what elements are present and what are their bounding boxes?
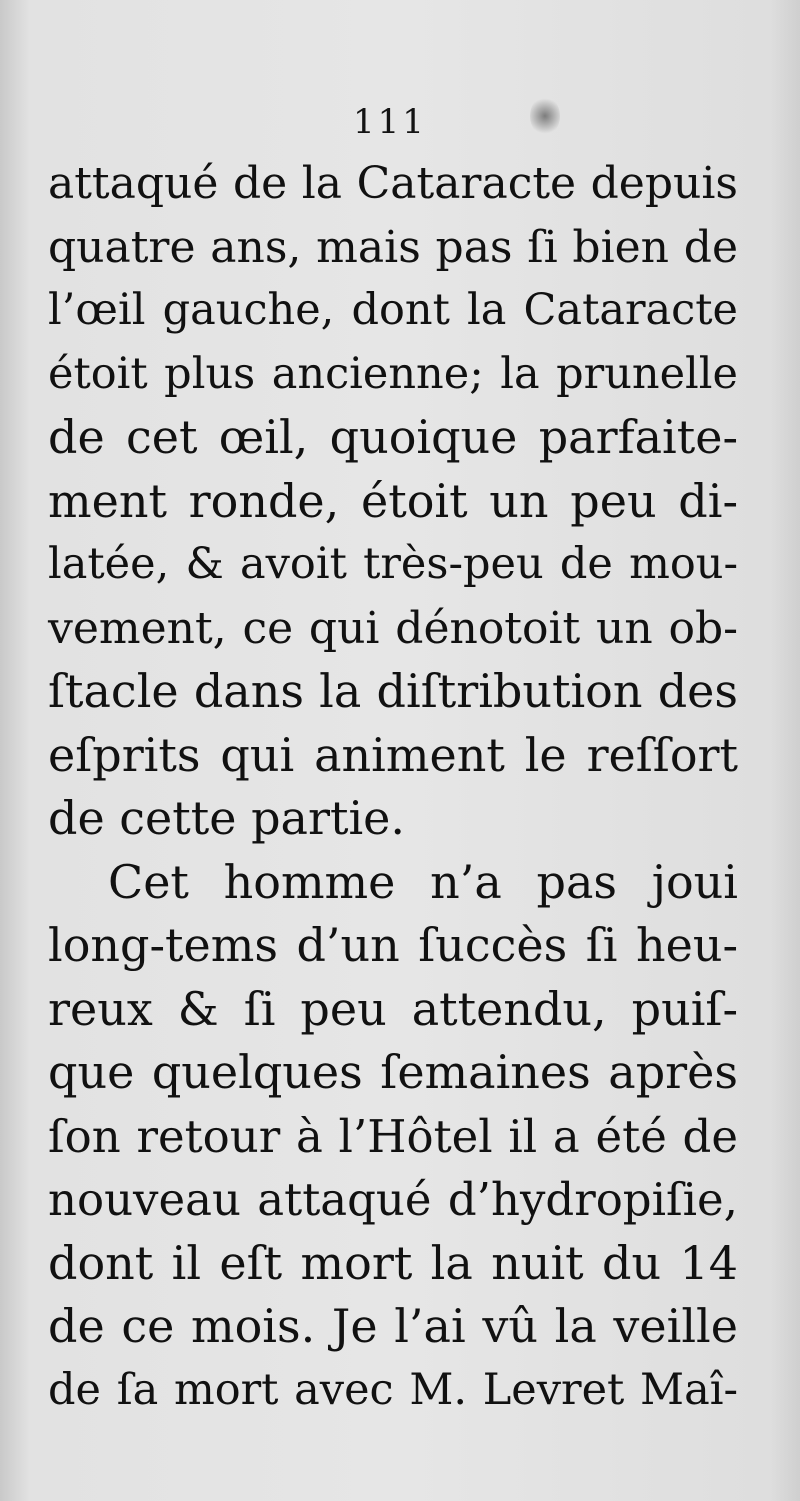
text-line: de cette partie. bbox=[48, 791, 405, 845]
text-line: ſon retour à l’Hôtel il a été de bbox=[48, 1109, 738, 1163]
text-line: attaqué de la Cataracte depuis bbox=[48, 158, 738, 209]
page-number: 111 bbox=[353, 102, 427, 142]
text-line: que quelques ſemaines après bbox=[48, 1045, 738, 1099]
text-line: ment ronde, étoit un peu di- bbox=[48, 473, 738, 528]
text-line: latée, & avoit très-peu de mou- bbox=[48, 539, 738, 589]
text-line: eſprits qui animent le reſſort bbox=[48, 727, 738, 782]
text-line: quatre ans, mais pas ſi bien de bbox=[48, 221, 738, 273]
text-line: de cet œil, quoique parfaite- bbox=[48, 410, 738, 464]
text-line: Cet homme n’a pas joui bbox=[108, 854, 738, 909]
text-line: dont il eſt mort la nuit du 14 bbox=[48, 1235, 738, 1290]
text-line: ſtacle dans la diſtribution des bbox=[48, 664, 738, 718]
text-line: vement, ce qui dénotoit un ob- bbox=[48, 602, 738, 654]
text-line: l’œil gauche, dont la Cataracte bbox=[48, 285, 738, 335]
text-line: étoit plus ancienne; la prunelle bbox=[48, 348, 738, 399]
text-line: de ſa mort avec M. Levret Maî- bbox=[48, 1364, 738, 1415]
text-line: de ce mois. Je l’ai vû la veille bbox=[48, 1299, 738, 1353]
text-line: long-tems d’un ſuccès ſi heu- bbox=[48, 918, 738, 972]
text-line: reux & ſi peu attendu, puiſ- bbox=[48, 981, 738, 1036]
text-line: nouveau attaqué d’hydropiſie, bbox=[48, 1173, 738, 1226]
body-text bbox=[48, 152, 738, 1422]
